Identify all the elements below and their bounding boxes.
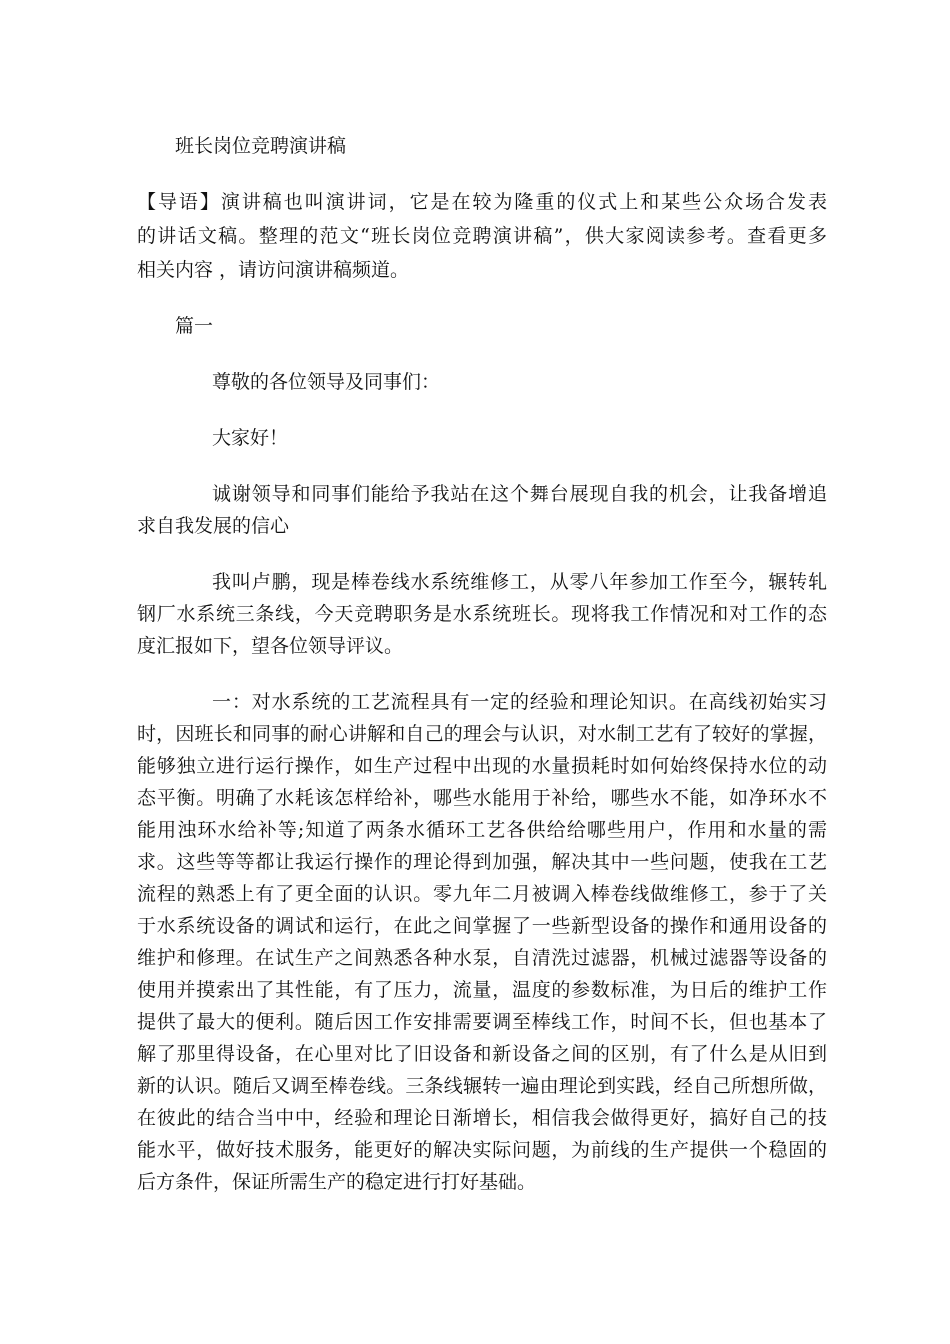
intro-line-1: 【导语】演讲稿也叫演讲词，它是在较为隆重的仪式上和某些公众场合发表 xyxy=(137,191,827,213)
point-one-line-15: 能水平，做好技术服务，能更好的解决实际问题，为前线的生产提供一个稳固的 xyxy=(137,1139,827,1161)
point-one-line-6: 求。这些等等都让我运行操作的理论得到加强，解决其中一些问题，使我在工艺 xyxy=(137,851,827,873)
point-one-line-9: 维护和修理。在试生产之间熟悉各种水泵，自清洗过滤器，机械过滤器等设备的 xyxy=(137,947,827,969)
point-one-line-16: 后方条件，保证所需生产的稳定进行打好基础。 xyxy=(137,1171,537,1193)
point-one-line-7: 流程的熟悉上有了更全面的认识。零九年二月被调入棒卷线做维修工，参于了关 xyxy=(137,883,827,905)
point-one-line-2: 时，因班长和同事的耐心讲解和自己的理会与认识，对水制工艺有了较好的掌握， xyxy=(137,723,827,745)
point-one-line-1: 一：对水系统的工艺流程具有一定的经验和理论知识。在高线初始实习 xyxy=(212,691,827,713)
point-one-line-3: 能够独立进行运行操作，如生产过程中出现的水量损耗时如何始终保持水位的动 xyxy=(137,755,827,777)
salutation: 尊敬的各位领导及同事们： xyxy=(212,371,441,393)
point-one-line-4: 态平衡。明确了水耗该怎样给补，哪些水能用于补给，哪些水不能，如净环水不 xyxy=(137,787,827,809)
point-one-line-10: 使用并摸索出了其性能，有了压力，流量，温度的参数标准，为日后的维护工作 xyxy=(137,979,827,1001)
thanks-line-1: 诚谢领导和同事们能给予我站在这个舞台展现自我的机会，让我备增追 xyxy=(212,483,827,505)
point-one-line-12: 解了那里得设备，在心里对比了旧设备和新设备之间的区别，有了什么是从旧到 xyxy=(137,1043,827,1065)
point-one-line-11: 提供了最大的便利。随后因工作安排需要调至棒线工作，时间不长，但也基本了 xyxy=(137,1011,827,1033)
thanks-line-2: 求自我发展的信心 xyxy=(137,515,290,537)
self-intro-line-3: 度汇报如下，望各位领导评议。 xyxy=(137,635,404,657)
document-title: 班长岗位竞聘演讲稿 xyxy=(175,135,347,157)
intro-line-3: 相关内容 ，请访问演讲稿频道。 xyxy=(137,259,410,281)
point-one-line-8: 于水系统设备的调试和运行，在此之间掌握了一些新型设备的操作和通用设备的 xyxy=(137,915,827,937)
point-one-line-5: 能用浊环水给补等;知道了两条水循环工艺各供给给哪些用户，作用和水量的需 xyxy=(137,819,827,841)
section-label: 篇一 xyxy=(175,315,214,337)
self-intro-line-1: 我叫卢鹏，现是棒卷线水系统维修工，从零八年参加工作至今，辗转轧 xyxy=(212,571,827,593)
self-intro-line-2: 钢厂水系统三条线，今天竞聘职务是水系统班长。现将我工作情况和对工作的态 xyxy=(137,603,827,625)
point-one-line-13: 新的认识。随后又调至棒卷线。三条线辗转一遍由理论到实践，经自己所想所做， xyxy=(137,1075,827,1097)
point-one-line-14: 在彼此的结合当中中，经验和理论日渐增长，相信我会做得更好，搞好自己的技 xyxy=(137,1107,827,1129)
greeting: 大家好！ xyxy=(212,427,289,449)
intro-line-2: 的讲话文稿。整理的范文“班长岗位竞聘演讲稿”，供大家阅读参考。查看更多 xyxy=(137,225,827,247)
